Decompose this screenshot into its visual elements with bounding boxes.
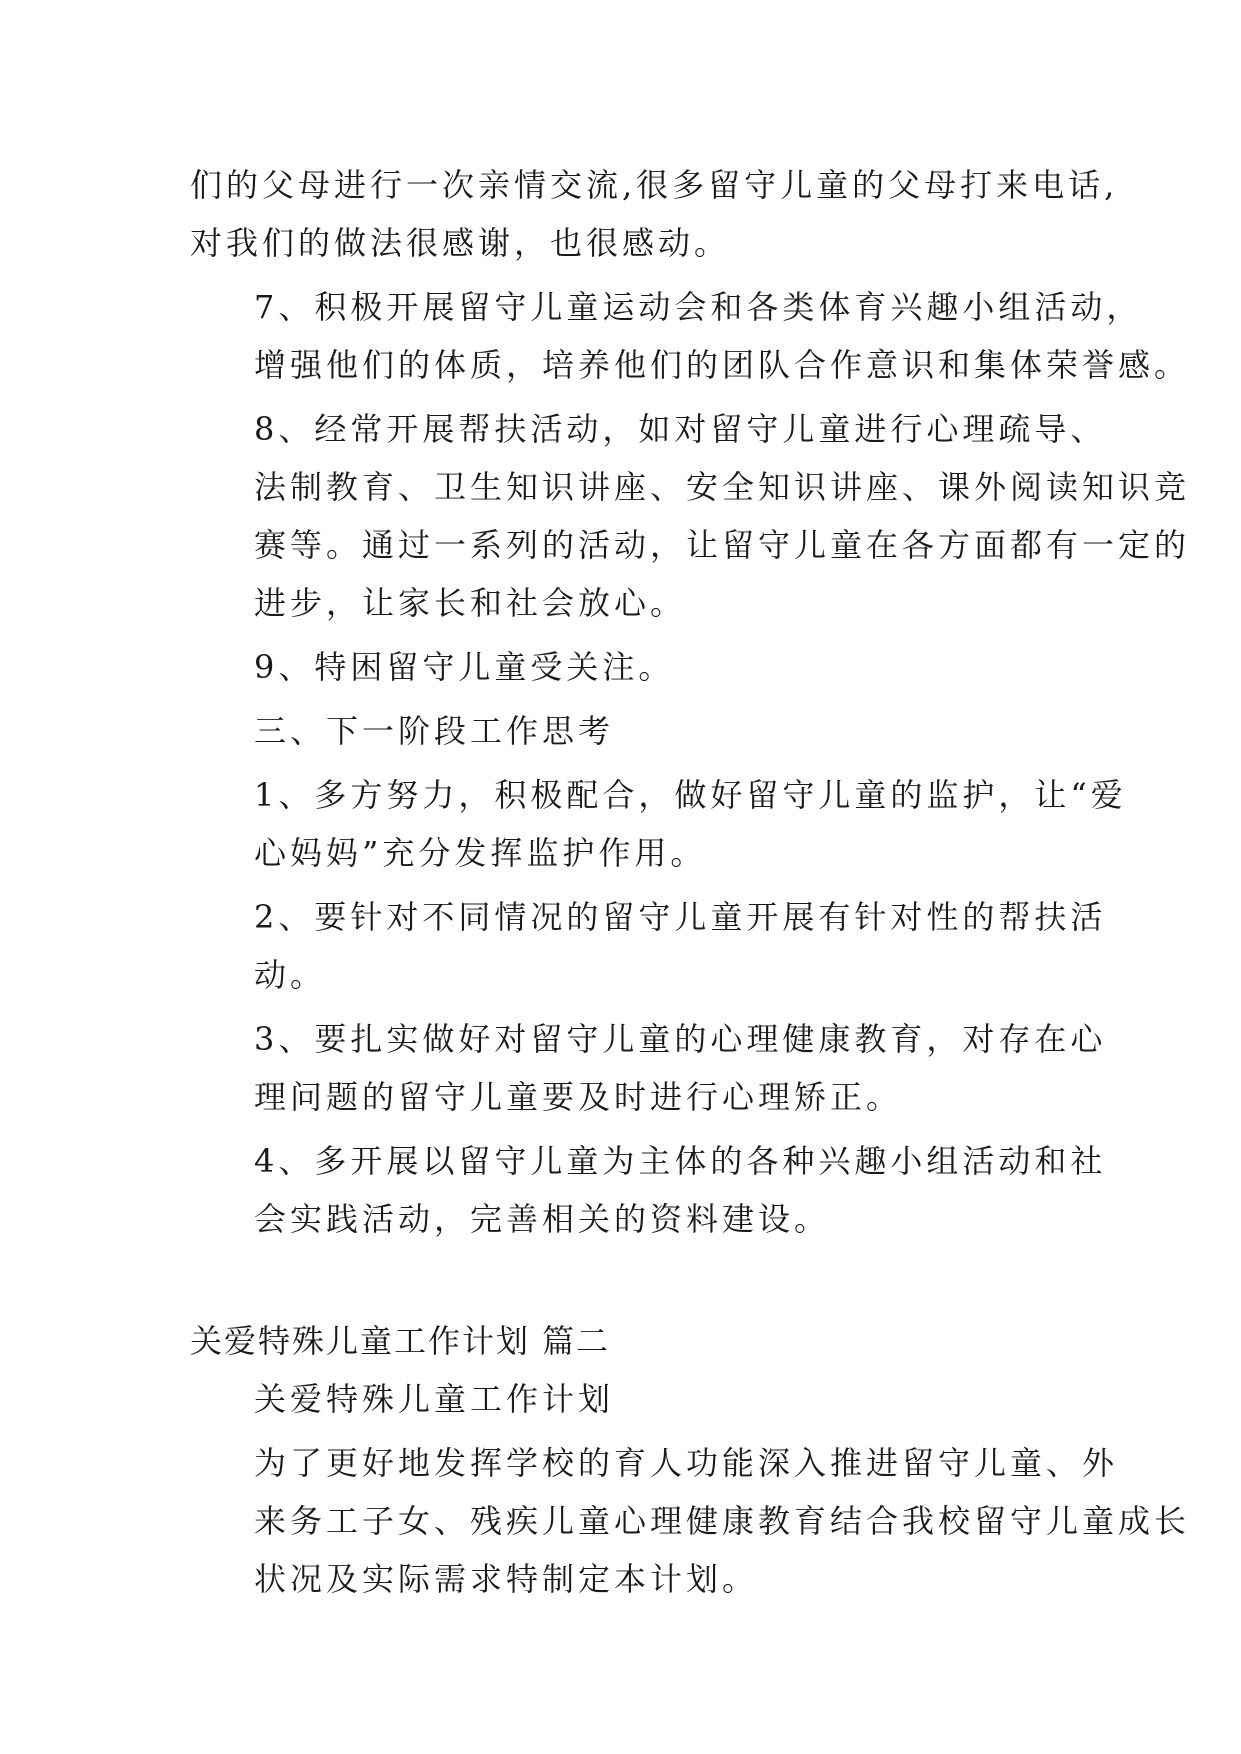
paragraph bbox=[190, 766, 1127, 882]
paragraph-line: 进步，让家长和社会放心。 bbox=[254, 584, 687, 622]
paragraph-line: 们的父母进行一次亲情交流,很多留守儿童的父母打来电话, bbox=[190, 166, 1119, 204]
paragraph-line: 3、要扎实做好对留守儿童的心理健康教育，对存在心 bbox=[254, 1020, 1107, 1058]
paragraph-line: 法制教育、卫生知识讲座、安全知识讲座、课外阅读知识竞 bbox=[254, 468, 1191, 506]
paragraph-line: 三、下一阶段工作思考 bbox=[254, 712, 615, 750]
paragraph-line: 来务工子女、残疾儿童心理健康教育结合我校留守儿童成长 bbox=[254, 1502, 1191, 1540]
paragraph-line: 动。 bbox=[254, 956, 327, 994]
paragraph-line: 8、经常开展帮扶活动，如对留守儿童进行心理疏导、 bbox=[254, 410, 1107, 448]
paragraph-list bbox=[190, 156, 1191, 1248]
paragraph-line: 7、积极开展留守儿童运动会和各类体育兴趣小组活动， bbox=[254, 288, 1143, 326]
paragraph-line: 1、多方努力，积极配合，做好留守儿童的监护，让“爱 bbox=[254, 776, 1127, 814]
paragraph-line: 对我们的做法很感谢，也很感动。 bbox=[190, 224, 731, 262]
paragraph bbox=[190, 1370, 1070, 1428]
document-body bbox=[190, 156, 1191, 1614]
paragraph-line: 心妈妈”充分发挥监护作用。 bbox=[254, 834, 707, 872]
paragraph-line: 为了更好地发挥学校的育人功能深入推进留守儿童、外 bbox=[254, 1444, 1119, 1482]
paragraph-line: 赛等。通过一系列的活动，让留守儿童在各方面都有一定的 bbox=[254, 526, 1191, 564]
paragraph bbox=[190, 888, 1107, 1004]
paragraph-line: 状况及实际需求特制定本计划。 bbox=[254, 1560, 759, 1598]
paragraph bbox=[190, 702, 1070, 760]
paragraph-line: 9、特困留守儿童受关注。 bbox=[254, 648, 675, 686]
paragraph bbox=[190, 1132, 1107, 1248]
paragraph bbox=[190, 156, 1119, 272]
paragraph bbox=[190, 400, 1191, 632]
paragraph-line: 会实践活动，完善相关的资料建设。 bbox=[254, 1200, 831, 1238]
paragraph bbox=[190, 278, 1191, 394]
paragraph bbox=[190, 638, 1070, 696]
paragraph-line: 2、要针对不同情况的留守儿童开展有针对性的帮扶活 bbox=[254, 898, 1107, 936]
paragraph-line: 理问题的留守儿童要及时进行心理矫正。 bbox=[254, 1078, 903, 1116]
section-heading: 关爱特殊儿童工作计划 篇二 bbox=[190, 1322, 611, 1360]
section-paragraph-list bbox=[190, 1370, 1191, 1608]
paragraph-line: 关爱特殊儿童工作计划 bbox=[254, 1380, 615, 1418]
paragraph bbox=[190, 1434, 1191, 1608]
paragraph-line: 4、多开展以留守儿童为主体的各种兴趣小组活动和社 bbox=[254, 1142, 1107, 1180]
paragraph-line: 增强他们的体质，培养他们的团队合作意识和集体荣誉感。 bbox=[254, 346, 1191, 384]
paragraph bbox=[190, 1010, 1107, 1126]
